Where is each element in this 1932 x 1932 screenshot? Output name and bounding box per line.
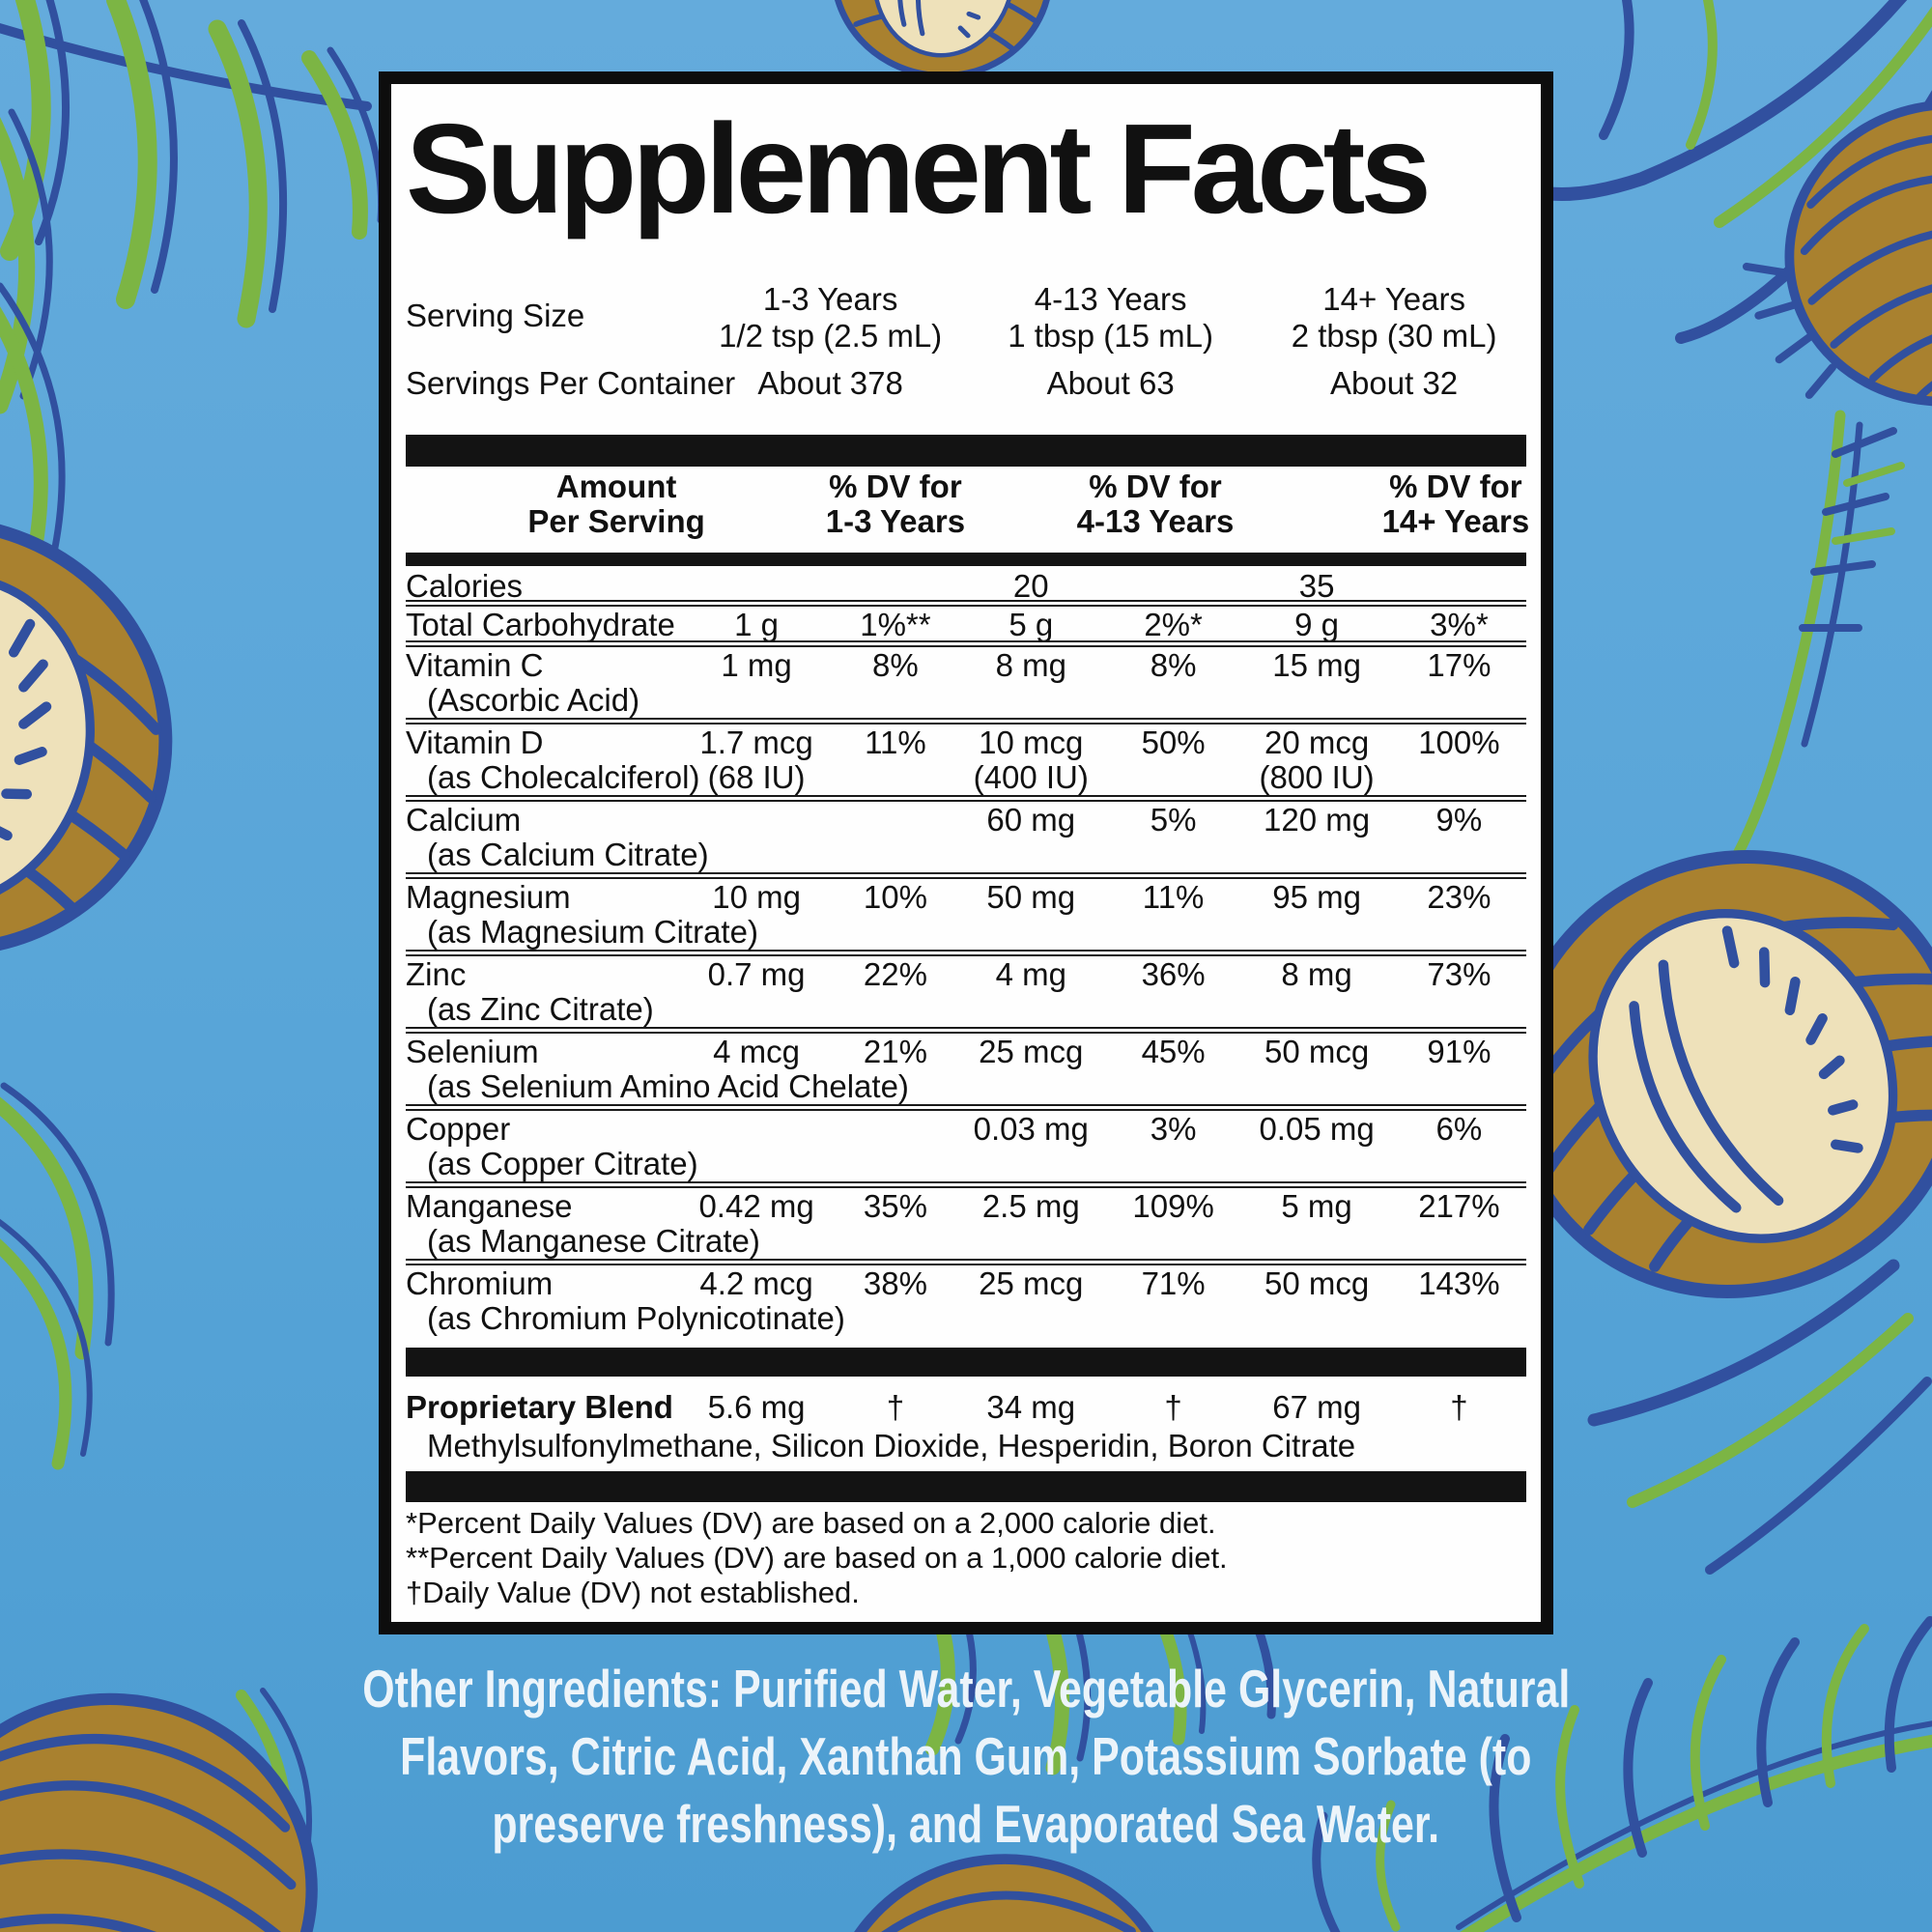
rule (406, 1181, 1526, 1188)
rule (406, 1027, 1526, 1034)
other-ingredients-line: Other Ingredients: Purified Water, Vegetable Glycerin, Natural (361, 1659, 1570, 1719)
supplement-facts-label (379, 71, 1553, 1634)
palm-frond-icon (0, 0, 382, 580)
rule (406, 1104, 1526, 1111)
coconut-icon (0, 475, 211, 997)
divider-bar (406, 435, 1526, 467)
column-header-dv-4-13: % DV for 4-13 Years (1076, 469, 1235, 539)
rule (406, 640, 1526, 647)
column-header-dv-14plus: % DV for 14+ Years (1381, 469, 1530, 539)
serving-age: 4-13 Years (1034, 281, 1187, 317)
coconut-icon (770, 1842, 1190, 1932)
rule (406, 718, 1526, 724)
column-header-dv-1-3: % DV for 1-3 Years (825, 469, 966, 539)
serving-size-value: 2 tbsp (30 mL) (1291, 318, 1497, 354)
footnote: †Daily Value (DV) not established. (406, 1576, 860, 1609)
rule (406, 1259, 1526, 1265)
rule (406, 795, 1526, 802)
divider-bar (406, 1471, 1526, 1502)
blend-ingredients: Methylsulfonylmethane, Silicon Dioxide, Hesperidin, Boron Citrate (427, 1428, 1356, 1463)
serving-size-label: Serving Size (406, 298, 585, 333)
page-title: Supplement Facts (406, 98, 1427, 240)
servings-per-container-value: About 32 (1330, 365, 1459, 401)
servings-per-container-value: About 63 (1046, 365, 1175, 401)
divider-bar (406, 1348, 1526, 1377)
rule (406, 872, 1526, 879)
serving-age: 14+ Years (1322, 281, 1465, 317)
column-header-amount: Amount Per Serving (527, 469, 705, 539)
divider-bar (406, 553, 1526, 566)
servings-per-container-label: Servings Per Container (406, 365, 736, 401)
other-ingredients-line: preserve freshness), and Evaporated Sea Water. (492, 1794, 1440, 1854)
serving-age: 1-3 Years (762, 281, 898, 317)
serving-size-value: 1/2 tsp (2.5 mL) (719, 318, 943, 354)
servings-per-container-value: About 378 (757, 365, 903, 401)
serving-size-value: 1 tbsp (15 mL) (1008, 318, 1214, 354)
footnote: **Percent Daily Values (DV) are based on a 1,000 calorie diet. (406, 1541, 1228, 1575)
rule (406, 600, 1526, 607)
rule (406, 950, 1526, 956)
footnote: *Percent Daily Values (DV) are based on a 2,000 calorie diet. (406, 1506, 1216, 1540)
label-content: Supplement Facts Serving Size 1-3 Years 4-13 Years 14+ Years 1/2 tsp (2.5 mL) 1 tbsp (15 mL) 2 tbsp (30 mL) Servings Per Container About 378 About 63 About 32 Amount Per Serving % DV for 1-3 Years % DV for 4-13 Years % DV for 14+ Years Calories 20 35 Total Carbohydrate 1 g 1%** 5 g 2%* 9 g 3%* Vitamin C (Ascorbic Acid) 1 mg 8% 8 mg 8% 15 mg 17% Vitamin D (as Cholecalciferol) 1.7 mcg 11% 10 mcg 50% 20 mcg 100% (68 IU) (400 IU) (800 IU) Calcium (as Calcium Citrate) 60 mg 5% 120 mg 9% Magnesium (as Magnesium Citrate) 10 mg 10% 50 mg 11% 95 mg 23% Zinc (as Zinc Citrate) 0.7 mg 22% 4 mg 36% 8 mg 73% Selenium (as Selenium Amino Acid Chelate) 4 mcg 21% 25 mcg 45% 50 mcg 91% Copper (as Copper Citrate) 0.03 mg 3% 0.05 mg 6% Manganese (as Manganese Citrate) 0.42 mg 35% 2.5 mg 109% 5 mg 217% Chromium (as Chromium Polynicotinate) 4.2 mcg 38% 25 mcg 71% 50 mcg 143% Proprietary Blend 5.6 mg † 34 mg † 67 mg † Methylsulfonylmethane, Silicon Dioxide, Hesperidin, Boron Citrate *Percent Daily Values (DV) are based on a 2,000 calorie diet. **Percent Daily Values (DV) are based on a 1,000 calorie diet. †Daily Value (DV) not established. (406, 98, 1530, 1609)
other-ingredients-line: Flavors, Citric Acid, Xanthan Gum, Potassium Sorbate (to (400, 1726, 1532, 1786)
